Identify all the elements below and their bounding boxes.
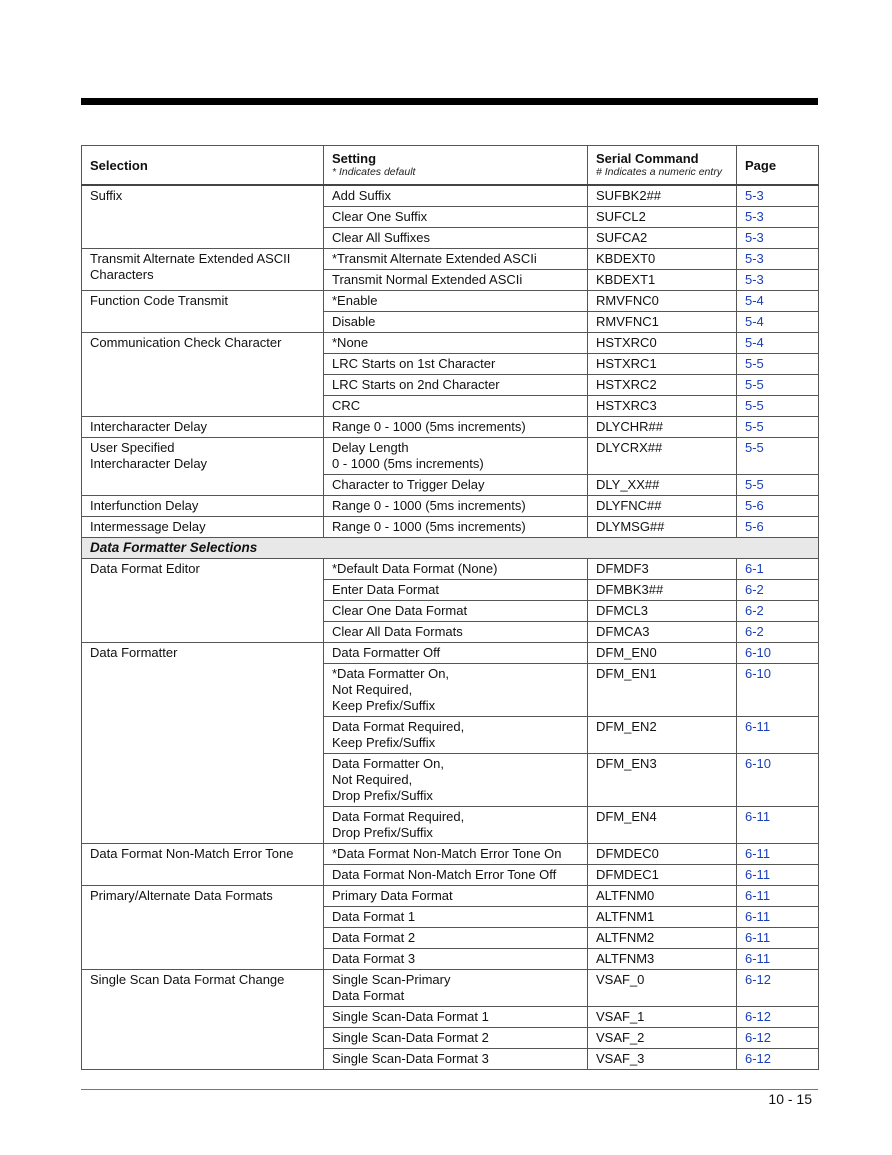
- table-row: [82, 291, 819, 312]
- serial-command-cell: DFMDEC0: [588, 844, 737, 865]
- serial-command-cell: SUFCA2: [588, 228, 737, 249]
- serial-command-cell: DFMBK3##: [588, 580, 737, 601]
- page-link[interactable]: 5-3: [737, 270, 819, 291]
- serial-command-cell: DLYCHR##: [588, 417, 737, 438]
- serial-command-cell: VSAF_1: [588, 1007, 737, 1028]
- table-row: [82, 496, 819, 517]
- setting-cell: Single Scan-Data Format 1: [324, 1007, 588, 1028]
- page-link[interactable]: 5-6: [737, 517, 819, 538]
- setting-cell: Data Formatter Off: [324, 643, 588, 664]
- selection-cell: Primary/Alternate Data Formats: [82, 886, 324, 970]
- setting-cell: Primary Data Format: [324, 886, 588, 907]
- serial-command-cell: DFM_EN0: [588, 643, 737, 664]
- selection-cell: Interfunction Delay: [82, 496, 324, 517]
- serial-command-cell: SUFBK2##: [588, 185, 737, 207]
- page-link[interactable]: 5-4: [737, 333, 819, 354]
- serial-command-cell: KBDEXT0: [588, 249, 737, 270]
- setting-cell: Clear All Suffixes: [324, 228, 588, 249]
- setting-cell: Range 0 - 1000 (5ms increments): [324, 417, 588, 438]
- serial-command-cell: HSTXRC1: [588, 354, 737, 375]
- selection-cell: Suffix: [82, 185, 324, 249]
- setting-cell: LRC Starts on 1st Character: [324, 354, 588, 375]
- setting-cell: Clear One Data Format: [324, 601, 588, 622]
- setting-cell: Data Formatter On, Not Required, Drop Prefix/Suffix: [324, 754, 588, 807]
- selection-cell: Data Format Editor: [82, 559, 324, 643]
- page-link[interactable]: 6-2: [737, 601, 819, 622]
- table-row: [82, 417, 819, 438]
- footer-rule: [81, 1089, 818, 1090]
- selection-cell: Data Formatter: [82, 643, 324, 844]
- page-link[interactable]: 6-11: [737, 886, 819, 907]
- setting-cell: *Default Data Format (None): [324, 559, 588, 580]
- setting-cell: Disable: [324, 312, 588, 333]
- page-link[interactable]: 5-4: [737, 291, 819, 312]
- table-row: [82, 249, 819, 270]
- serial-command-cell: DFMDF3: [588, 559, 737, 580]
- table-row: [82, 559, 819, 580]
- setting-cell: Data Format Required, Keep Prefix/Suffix: [324, 717, 588, 754]
- page-link[interactable]: 6-11: [737, 928, 819, 949]
- page-link[interactable]: 6-11: [737, 907, 819, 928]
- serial-command-cell: DFMCL3: [588, 601, 737, 622]
- serial-command-cell: DLYFNC##: [588, 496, 737, 517]
- page-link[interactable]: 5-4: [737, 312, 819, 333]
- header-serial-command: Serial Command # Indicates a numeric entry: [588, 146, 737, 186]
- table-row: [82, 970, 819, 1007]
- page-link[interactable]: 6-10: [737, 664, 819, 717]
- table-row: [82, 333, 819, 354]
- setting-cell: LRC Starts on 2nd Character: [324, 375, 588, 396]
- page-link[interactable]: 5-3: [737, 228, 819, 249]
- selection-cell: Communication Check Character: [82, 333, 324, 417]
- page-link[interactable]: 6-12: [737, 1049, 819, 1070]
- selection-cell: Intercharacter Delay: [82, 417, 324, 438]
- setting-cell: *Transmit Alternate Extended ASCIi: [324, 249, 588, 270]
- page-link[interactable]: 6-2: [737, 580, 819, 601]
- serial-command-cell: SUFCL2: [588, 207, 737, 228]
- setting-cell: Data Format Required, Drop Prefix/Suffix: [324, 807, 588, 844]
- serial-command-cell: ALTFNM2: [588, 928, 737, 949]
- setting-cell: Add Suffix: [324, 185, 588, 207]
- setting-cell: *Enable: [324, 291, 588, 312]
- serial-command-cell: RMVFNC0: [588, 291, 737, 312]
- setting-cell: *Data Format Non-Match Error Tone On: [324, 844, 588, 865]
- setting-cell: Data Format 1: [324, 907, 588, 928]
- serial-command-cell: DFM_EN4: [588, 807, 737, 844]
- setting-cell: Range 0 - 1000 (5ms increments): [324, 517, 588, 538]
- serial-command-cell: DFM_EN2: [588, 717, 737, 754]
- setting-cell: *None: [324, 333, 588, 354]
- serial-command-cell: RMVFNC1: [588, 312, 737, 333]
- page-number: 10 - 15: [768, 1091, 812, 1107]
- section-row: [82, 538, 819, 559]
- page-link[interactable]: 6-11: [737, 844, 819, 865]
- serial-command-cell: DLYMSG##: [588, 517, 737, 538]
- page-link[interactable]: 6-12: [737, 1028, 819, 1049]
- setting-cell: Delay Length 0 - 1000 (5ms increments): [324, 438, 588, 475]
- selection-cell: Transmit Alternate Extended ASCII Characters: [82, 249, 324, 291]
- page-link[interactable]: 6-11: [737, 865, 819, 886]
- page-link[interactable]: 5-3: [737, 207, 819, 228]
- setting-cell: *Data Formatter On, Not Required, Keep Prefix/Suffix: [324, 664, 588, 717]
- serial-command-cell: HSTXRC3: [588, 396, 737, 417]
- serial-command-cell: HSTXRC2: [588, 375, 737, 396]
- serial-command-cell: VSAF_3: [588, 1049, 737, 1070]
- serial-command-cell: VSAF_2: [588, 1028, 737, 1049]
- page-link[interactable]: 6-11: [737, 949, 819, 970]
- table-row: [82, 185, 819, 207]
- table-row: [82, 844, 819, 865]
- setting-cell: Data Format 3: [324, 949, 588, 970]
- serial-command-cell: DLY_XX##: [588, 475, 737, 496]
- page-link[interactable]: 5-6: [737, 496, 819, 517]
- page-link[interactable]: 5-3: [737, 249, 819, 270]
- page-link[interactable]: 6-11: [737, 717, 819, 754]
- page-link[interactable]: 5-5: [737, 475, 819, 496]
- header-setting-note: * Indicates default: [332, 166, 416, 178]
- setting-cell: Clear All Data Formats: [324, 622, 588, 643]
- table-row: [82, 643, 819, 664]
- table-body: [82, 185, 819, 1070]
- page-link[interactable]: 5-5: [737, 396, 819, 417]
- selection-cell: Function Code Transmit: [82, 291, 324, 333]
- page-link[interactable]: 6-2: [737, 622, 819, 643]
- serial-command-cell: KBDEXT1: [588, 270, 737, 291]
- table-row: [82, 517, 819, 538]
- serial-command-cell: HSTXRC0: [588, 333, 737, 354]
- serial-command-cell: DFM_EN1: [588, 664, 737, 717]
- page-link[interactable]: 6-12: [737, 970, 819, 1007]
- selection-cell: Intermessage Delay: [82, 517, 324, 538]
- serial-command-cell: ALTFNM1: [588, 907, 737, 928]
- selection-cell: Data Format Non-Match Error Tone: [82, 844, 324, 886]
- setting-cell: Single Scan-Data Format 2: [324, 1028, 588, 1049]
- page-link[interactable]: 6-11: [737, 807, 819, 844]
- serial-command-cell: DLYCRX##: [588, 438, 737, 475]
- serial-command-cell: ALTFNM0: [588, 886, 737, 907]
- page-link[interactable]: 5-5: [737, 417, 819, 438]
- table-header-row: [82, 146, 819, 186]
- selection-cell: Single Scan Data Format Change: [82, 970, 324, 1070]
- serial-command-table: [81, 145, 819, 1070]
- setting-cell: Clear One Suffix: [324, 207, 588, 228]
- table-row: [82, 886, 819, 907]
- header-selection: Selection: [82, 146, 324, 186]
- setting-cell: Transmit Normal Extended ASCIi: [324, 270, 588, 291]
- setting-cell: Data Format 2: [324, 928, 588, 949]
- setting-cell: Range 0 - 1000 (5ms increments): [324, 496, 588, 517]
- serial-command-cell: VSAF_0: [588, 970, 737, 1007]
- setting-cell: Enter Data Format: [324, 580, 588, 601]
- selection-cell: User Specified Intercharacter Delay: [82, 438, 324, 496]
- section-title: Data Formatter Selections: [82, 538, 819, 559]
- page-link[interactable]: 6-10: [737, 754, 819, 807]
- serial-command-cell: DFM_EN3: [588, 754, 737, 807]
- page-link[interactable]: 5-5: [737, 438, 819, 475]
- table-row: [82, 438, 819, 475]
- setting-cell: Character to Trigger Delay: [324, 475, 588, 496]
- setting-cell: CRC: [324, 396, 588, 417]
- setting-cell: Single Scan-Primary Data Format: [324, 970, 588, 1007]
- page-link[interactable]: 6-10: [737, 643, 819, 664]
- header-page: Page: [737, 146, 819, 186]
- page-link[interactable]: 6-1: [737, 559, 819, 580]
- header-setting: Setting * Indicates default: [324, 146, 588, 186]
- header-rule: [81, 98, 818, 105]
- serial-command-cell: ALTFNM3: [588, 949, 737, 970]
- header-serial-note: # Indicates a numeric entry: [596, 166, 723, 178]
- page-link[interactable]: 5-5: [737, 354, 819, 375]
- setting-cell: Data Format Non-Match Error Tone Off: [324, 865, 588, 886]
- serial-command-cell: DFMCA3: [588, 622, 737, 643]
- setting-cell: Single Scan-Data Format 3: [324, 1049, 588, 1070]
- page-link[interactable]: 5-3: [737, 185, 819, 207]
- page-link[interactable]: 5-5: [737, 375, 819, 396]
- serial-command-cell: DFMDEC1: [588, 865, 737, 886]
- page-link[interactable]: 6-12: [737, 1007, 819, 1028]
